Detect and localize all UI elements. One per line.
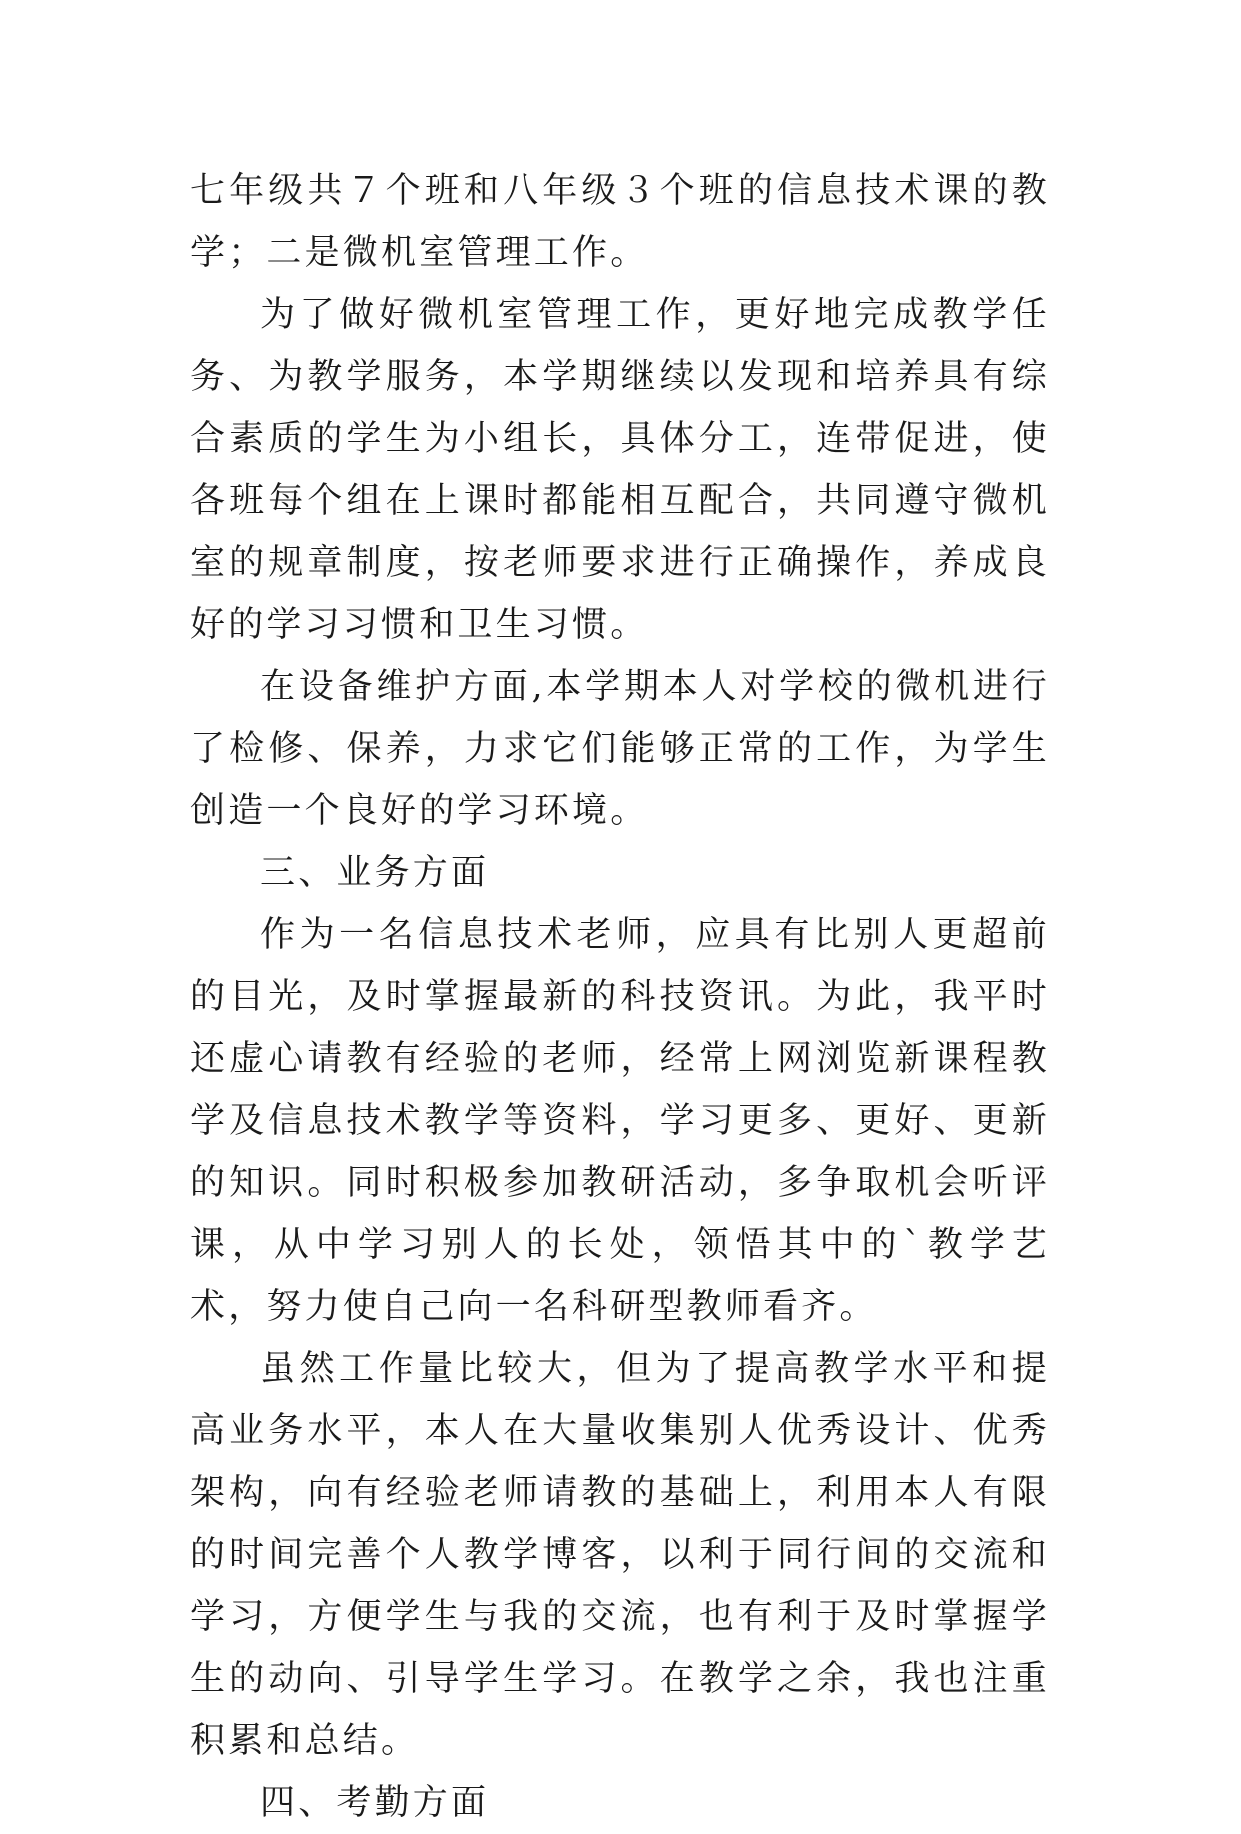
section-heading-business: 三、业务方面 bbox=[260, 853, 490, 893]
section-heading-attendance: 四、考勤方面 bbox=[260, 1783, 490, 1823]
paragraph-equipment-maintenance: 在设备维护方面,本学期本人对学校的微机进行了检修、保养，力求它们能够正常的工作，为学生创造一个良好的学习环境。 bbox=[190, 667, 1050, 831]
paragraph-teaching-blog: 虽然工作量比较大，但为了提高教学水平和提高业务水平，本人在大量收集别人优秀设计、优秀架构，向有经验老师请教的基础上，利用本人有限的时间完善个人教学博客，以利于同行间的交流和学习，方便学生与我的交流，也有利于及时掌握学生的动向、引导学生学习。在教学之余，我也注重积累和总结。 bbox=[190, 1349, 1050, 1761]
paragraph-lab-management: 为了做好微机室管理工作，更好地完成教学任务、为教学服务，本学期继续以发现和培养具有综合素质的学生为小组长，具体分工，连带促进，使各班每个组在上课时都能相互配合，共同遵守微机室的规章制度，按老师要求进行正确操作，养成良好的学习习惯和卫生习惯。 bbox=[190, 295, 1050, 645]
paragraph-professional-development: 作为一名信息技术老师，应具有比别人更超前的目光，及时掌握最新的科技资讯。为此，我平时还虚心请教有经验的老师，经常上网浏览新课程教学及信息技术教学等资料，学习更多、更好、更新的知识。同时积极参加教研活动，多争取机会听评课，从中学习别人的长处，领悟其中的`教学艺术，努力使自己向一名科研型教师看齐。 bbox=[190, 915, 1050, 1327]
document-body bbox=[190, 160, 1050, 1834]
paragraph-continuation: 七年级共７个班和八年级３个班的信息技术课的教学；二是微机室管理工作。 bbox=[190, 171, 1050, 273]
